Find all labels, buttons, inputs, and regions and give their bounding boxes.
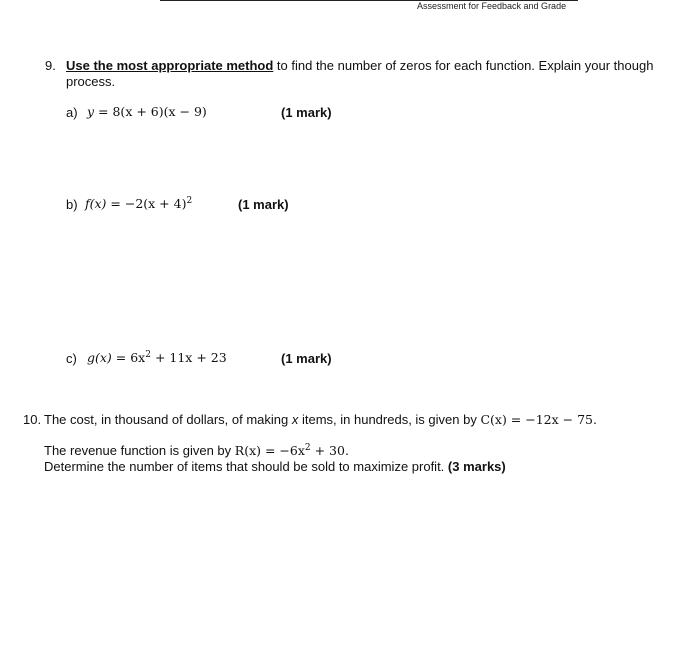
function-lhs: y [87,104,95,119]
function-rhs-tail: + 11x + 23 [150,350,227,365]
mark-value: (1 mark) [281,105,332,120]
revenue-function-b: + 30. [310,443,349,458]
instruction-text: Determine the number of items that should be sold to maximize profit. [44,459,448,474]
function-rhs: = 8(x + 6)(x − 9) [94,104,207,119]
function-expression [87,104,207,119]
function-rhs: = 6x [111,350,146,365]
part-label: b) [66,197,78,212]
stem-continuation: process. [66,74,116,89]
emphasis-text: Use the most appropriate method [66,58,274,73]
mark-value: (3 marks) [447,459,506,474]
question-number: 9. [45,58,56,73]
part-label: c) [66,351,77,366]
stem-text-2: items, in hundreds, is given by [298,412,481,427]
page-header: Assessment for Feedback and Grade [417,1,567,11]
exponent: 2 [186,196,193,206]
stem-text: to find the number of zeros for each function. Explain your though [273,58,654,73]
mark-value: (1 mark) [281,351,332,366]
question-number: 10. [23,412,42,427]
revenue-line [44,443,349,458]
cost-function-text: C(x) = −12x − 75. [480,412,597,427]
instruction-line [44,459,506,474]
function-lhs: g(x) [87,350,112,365]
function-lhs: f(x) [85,196,107,211]
part-label: a) [66,105,78,120]
variable-x: x [291,412,299,427]
mark-value: (1 mark) [238,197,289,212]
function-expression [85,196,192,211]
function-expression [87,350,227,365]
revenue-function-a: R(x) = −6x [234,443,305,458]
revenue-text: The revenue function is given by [44,443,235,458]
stem-text: The cost, in thousand of dollars, of making [44,412,292,427]
revenue-function [235,443,349,458]
function-rhs: = −2(x + 4) [106,196,187,211]
cost-function [480,412,597,427]
exponent: 2 [304,443,311,453]
exponent: 2 [145,350,151,360]
question-stem [44,412,597,427]
question-stem [66,58,653,73]
